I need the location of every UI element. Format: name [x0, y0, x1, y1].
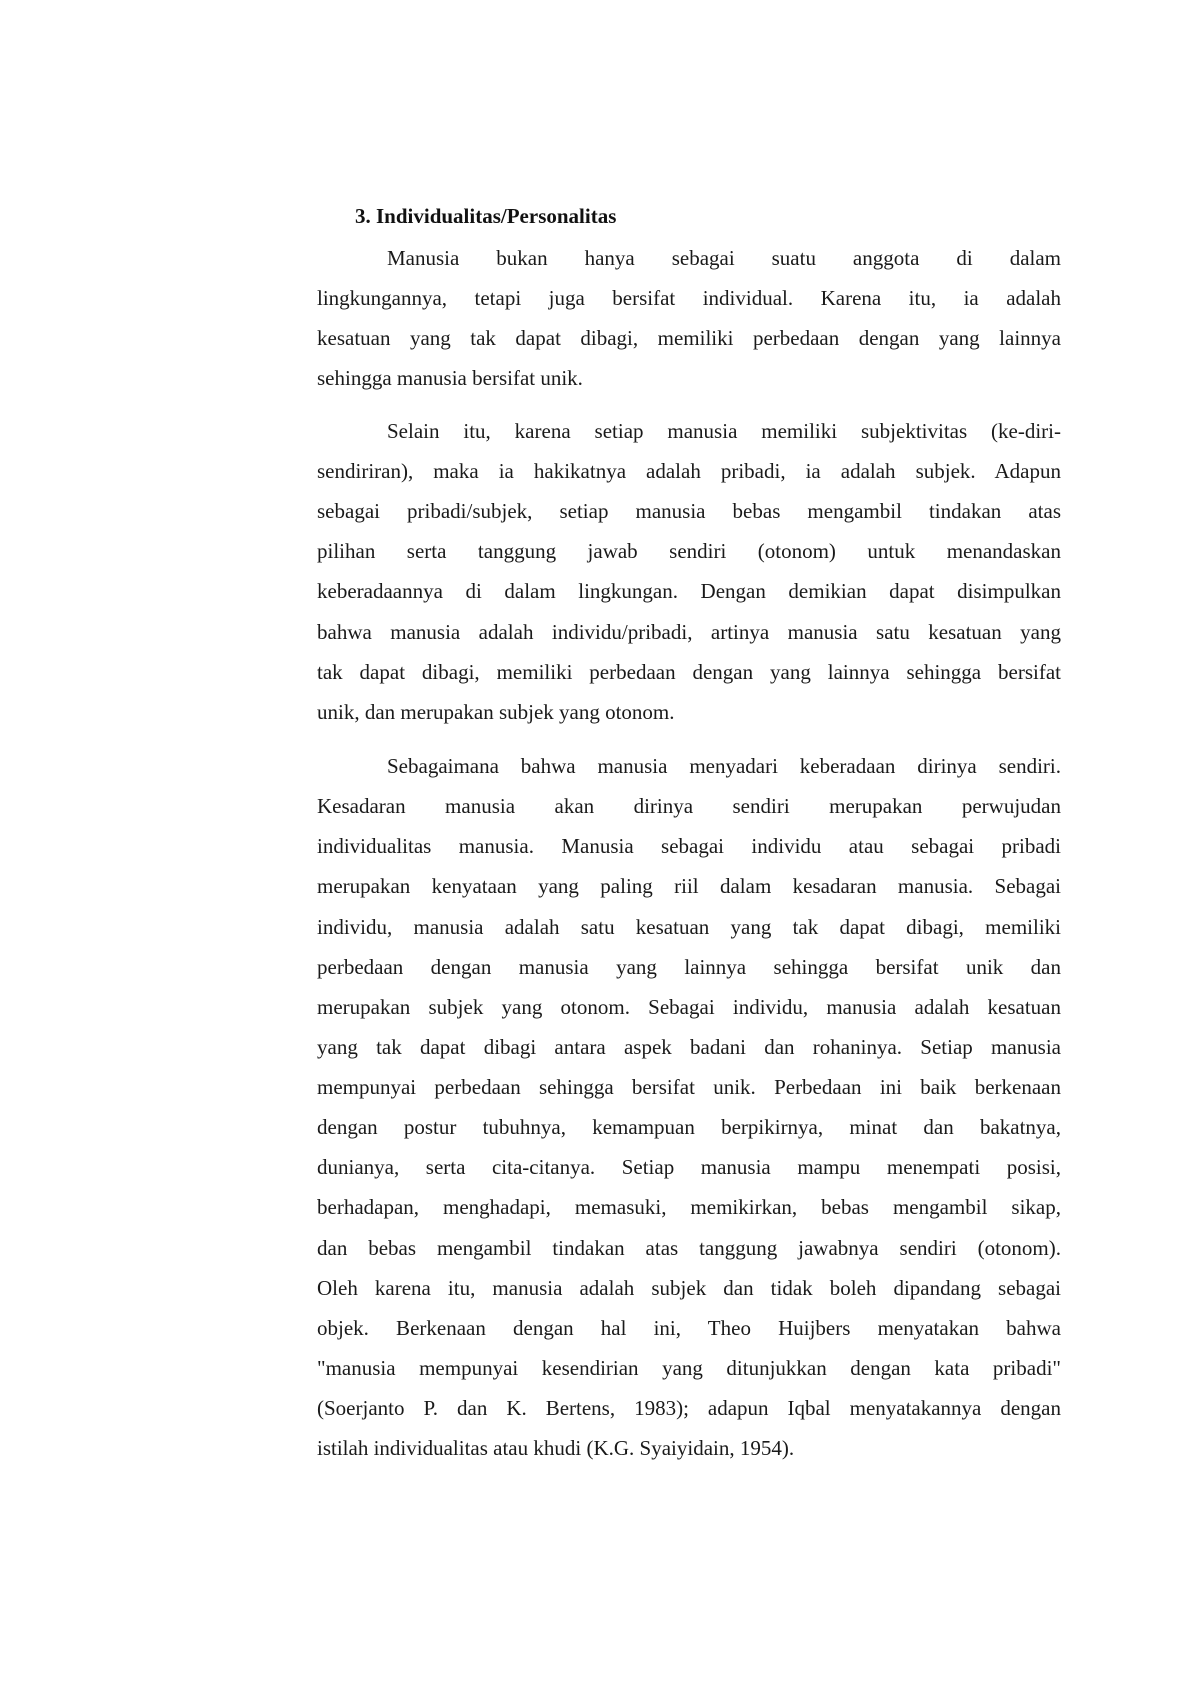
paragraph-1-line: sehingga manusia bersifat unik. [317, 366, 583, 390]
paragraph-3-line: yang tak dapat dibagi antara aspek badani dan rohaninya. Setiap manusia [317, 1035, 1061, 1059]
paragraph-2-line: sebagai pribadi/subjek, setiap manusia bebas mengambil tindakan atas [317, 499, 1061, 523]
paragraph-3-line: (Soerjanto P. dan K. Bertens, 1983); adapun Iqbal menyatakannya dengan [317, 1396, 1061, 1420]
paragraph-3-line: istilah individualitas atau khudi (K.G. Syaiyidain, 1954). [317, 1436, 795, 1460]
paragraph-1-line: kesatuan yang tak dapat dibagi, memiliki perbedaan dengan yang lainnya [317, 326, 1061, 350]
paragraph-3-line: merupakan kenyataan yang paling riil dalam kesadaran manusia. Sebagai [317, 874, 1061, 898]
paragraph-3-line: dunianya, serta cita-citanya. Setiap manusia mampu menempati posisi, [317, 1155, 1061, 1179]
paragraph-3-line: mempunyai perbedaan sehingga bersifat unik. Perbedaan ini baik berkenaan [317, 1075, 1061, 1099]
paragraph-2-line: Selain itu, karena setiap manusia memiliki subjektivitas (ke-diri- [387, 419, 1061, 443]
paragraph-3-line: perbedaan dengan manusia yang lainnya sehingga bersifat unik dan [317, 955, 1061, 979]
paragraph-1-line: Manusia bukan hanya sebagai suatu anggota di dalam [387, 246, 1061, 270]
paragraph-1-line: lingkungannya, tetapi juga bersifat individual. Karena itu, ia adalah [317, 286, 1061, 310]
paragraph-2-line: keberadaannya di dalam lingkungan. Dengan demikian dapat disimpulkan [317, 579, 1061, 603]
paragraph-3-line: dengan postur tubuhnya, kemampuan berpikirnya, minat dan bakatnya, [317, 1115, 1061, 1139]
paragraph-3-line: "manusia mempunyai kesendirian yang ditunjukkan dengan kata pribadi" [317, 1356, 1061, 1380]
paragraph-2-line: unik, dan merupakan subjek yang otonom. [317, 700, 675, 724]
section-heading: 3. Individualitas/Personalitas [355, 204, 617, 228]
paragraph-3-line: dan bebas mengambil tindakan atas tanggung jawabnya sendiri (otonom). [317, 1236, 1061, 1260]
paragraph-3-line: objek. Berkenaan dengan hal ini, Theo Huijbers menyatakan bahwa [317, 1316, 1061, 1340]
paragraph-3-line: individu, manusia adalah satu kesatuan yang tak dapat dibagi, memiliki [317, 915, 1061, 939]
paragraph-3-line: Kesadaran manusia akan dirinya sendiri merupakan perwujudan [317, 794, 1061, 818]
paragraph-3-line: Oleh karena itu, manusia adalah subjek dan tidak boleh dipandang sebagai [317, 1276, 1061, 1300]
paragraph-2-line: tak dapat dibagi, memiliki perbedaan dengan yang lainnya sehingga bersifat [317, 660, 1061, 684]
paragraph-2-line: bahwa manusia adalah individu/pribadi, artinya manusia satu kesatuan yang [317, 620, 1061, 644]
paragraph-3-line: merupakan subjek yang otonom. Sebagai individu, manusia adalah kesatuan [317, 995, 1061, 1019]
paragraph-3-line: Sebagaimana bahwa manusia menyadari keberadaan dirinya sendiri. [387, 754, 1061, 778]
paragraph-2-line: pilihan serta tanggung jawab sendiri (otonom) untuk menandaskan [317, 539, 1061, 563]
paragraph-2-line: sendiriran), maka ia hakikatnya adalah pribadi, ia adalah subjek. Adapun [317, 459, 1061, 483]
paragraph-3-line: individualitas manusia. Manusia sebagai individu atau sebagai pribadi [317, 834, 1061, 858]
paragraph-3-line: berhadapan, menghadapi, memasuki, memikirkan, bebas mengambil sikap, [317, 1195, 1061, 1219]
